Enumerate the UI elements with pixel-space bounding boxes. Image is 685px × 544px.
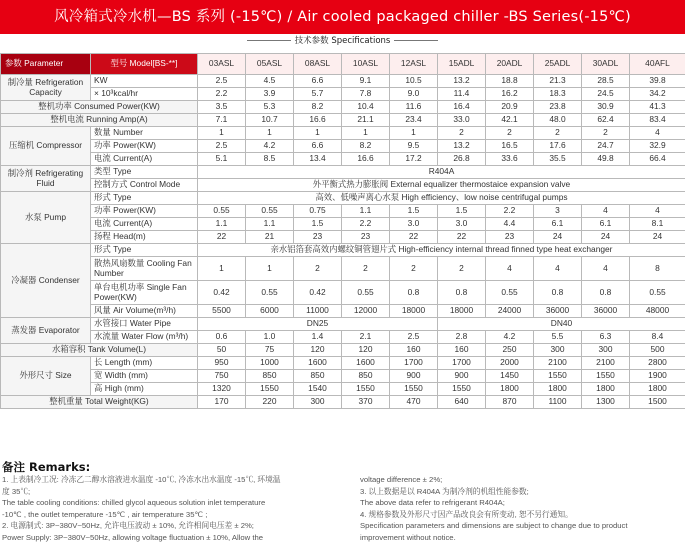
subtitle	[0, 34, 685, 49]
value-cell: 22	[438, 231, 486, 244]
value-cell: 0.75	[294, 205, 342, 218]
value-cell: 4	[582, 205, 630, 218]
value-cell: 83.4	[630, 114, 685, 127]
table-row	[1, 344, 685, 357]
value-cell: 23	[294, 231, 342, 244]
compressor-label: 压缩机 Compressor	[1, 127, 91, 166]
value-cell: 41.3	[630, 101, 685, 114]
table-row	[1, 114, 685, 127]
value-cell: 23	[486, 231, 534, 244]
water-flow-label: 水流量 Water Flow (m³/h)	[91, 331, 198, 344]
value-cell: 24000	[486, 305, 534, 318]
value-cell: 1700	[438, 357, 486, 370]
remark-line: improvement without notice.	[360, 532, 683, 544]
table-row	[1, 205, 685, 218]
value-cell: 900	[438, 370, 486, 383]
table-row	[1, 257, 685, 281]
value-cell: 24	[534, 231, 582, 244]
value-cell: 470	[390, 396, 438, 409]
value-cell: 11000	[294, 305, 342, 318]
value-cell: 1.5	[438, 205, 486, 218]
remark-line: The table cooling conditions: chilled glycol aqueous solution inlet temperature	[2, 497, 360, 509]
value-cell: 1900	[630, 370, 685, 383]
param-header: 参数 Parameter	[1, 54, 91, 75]
value-cell: 1	[246, 127, 294, 140]
value-cell: 5.5	[534, 331, 582, 344]
value-cell: 2	[534, 127, 582, 140]
remark-line: The above data refer to refrigerant R404A;	[360, 497, 683, 509]
table-row	[1, 244, 685, 257]
refrigerant-label: 制冷剂 Refrigerating Fluid	[1, 166, 91, 192]
value-cell: 6000	[246, 305, 294, 318]
value-cell: 18000	[390, 305, 438, 318]
evaporator-label: 蒸发器 Evaporator	[1, 318, 91, 344]
value-cell: 750	[198, 370, 246, 383]
remarks-left	[2, 474, 360, 544]
remark-line: 2. 电源制式: 3P~380V~50Hz, 允许电压波动 ± 10%, 允许相间电压差 ± 2%;	[2, 520, 360, 532]
value-cell: 250	[486, 344, 534, 357]
value-cell: 23.4	[390, 114, 438, 127]
value-cell: 160	[438, 344, 486, 357]
value-cell: 48.0	[534, 114, 582, 127]
value-cell: 18.3	[534, 88, 582, 101]
value-cell: 0.55	[486, 281, 534, 305]
value-cell: 870	[486, 396, 534, 409]
value-cell: 0.8	[390, 281, 438, 305]
value-cell: 1600	[294, 357, 342, 370]
value-cell: 7.1	[198, 114, 246, 127]
fan-power-label: 单台电机功率 Single Fan Power(KW)	[91, 281, 198, 305]
model-7: 25ADL	[534, 54, 582, 75]
value-cell: 160	[390, 344, 438, 357]
length-label: 长 Length (mm)	[91, 357, 198, 370]
value-cell: 50	[198, 344, 246, 357]
value-cell: 850	[246, 370, 294, 383]
table-row	[1, 231, 685, 244]
value-cell: 2.2	[342, 218, 390, 231]
value-cell: 21.1	[342, 114, 390, 127]
remark-line: 度 35℃;	[2, 486, 360, 498]
value-cell: 18000	[438, 305, 486, 318]
height-label: 高 High (mm)	[91, 383, 198, 396]
value-cell: 1	[390, 127, 438, 140]
value-cell: 4.2	[246, 140, 294, 153]
value-cell: 1.1	[198, 218, 246, 231]
value-cell: 1800	[582, 383, 630, 396]
subtitle-text: 技术参数 Specifications	[295, 36, 391, 46]
value-cell: 16.6	[342, 153, 390, 166]
value-cell: 75	[246, 344, 294, 357]
value-cell: 3	[534, 205, 582, 218]
value-cell: 24	[582, 231, 630, 244]
value-cell: 500	[630, 344, 685, 357]
pump-power-label: 功率 Power(KW)	[91, 205, 198, 218]
value-cell: 13.2	[438, 75, 486, 88]
size-label: 外形尺寸 Size	[1, 357, 91, 396]
pump-head-label: 扬程 Head(m)	[91, 231, 198, 244]
value-cell: 0.55	[246, 281, 294, 305]
consumed-power-label: 整机功率 Consumed Power(KW)	[1, 101, 198, 114]
table-row	[1, 88, 685, 101]
value-cell: 1550	[342, 383, 390, 396]
air-volume-label: 风量 Air Volume(m³/h)	[91, 305, 198, 318]
value-cell: 0.8	[438, 281, 486, 305]
value-cell: 2.1	[342, 331, 390, 344]
value-cell: 23	[342, 231, 390, 244]
value-cell: 8.4	[630, 331, 685, 344]
value-cell: 11.6	[390, 101, 438, 114]
table-row	[1, 127, 685, 140]
fan-number-label: 散热风扇数量 Cooling Fan Number	[91, 257, 198, 281]
value-cell: 1550	[582, 370, 630, 383]
value-cell: 170	[198, 396, 246, 409]
page-title: 风冷箱式冷水机—BS 系列 (-15℃) / Air cooled packaged chiller -BS Series(-15℃)	[0, 0, 685, 34]
value-cell: 0.55	[342, 281, 390, 305]
value-cell: 850	[294, 370, 342, 383]
value-cell: 4	[582, 257, 630, 281]
value-cell: 900	[390, 370, 438, 383]
value-cell: 2.5	[198, 75, 246, 88]
remarks-title: 备注 Remarks:	[2, 460, 683, 474]
value-cell: 21.3	[534, 75, 582, 88]
value-cell: 8.2	[342, 140, 390, 153]
value-cell: 39.8	[630, 75, 685, 88]
value-cell: 0.8	[582, 281, 630, 305]
value-cell: 220	[246, 396, 294, 409]
value-cell: 300	[294, 396, 342, 409]
model-header: 型号 Model[BS-**]	[91, 54, 198, 75]
value-cell: 20.9	[486, 101, 534, 114]
value-cell: 1	[198, 257, 246, 281]
control-mode-label: 控制方式 Control Mode	[91, 179, 198, 192]
value-cell: 1.5	[294, 218, 342, 231]
value-cell: 10.4	[342, 101, 390, 114]
condenser-type: 亲水铝箔套高效内螺纹铜管翅片式 High-efficiency internal thread finned type heat exchanger	[198, 244, 685, 257]
control-mode: 外平衡式热力膨胀阀 External equalizer thermostaice expansion valve	[198, 179, 685, 192]
value-cell: 9.0	[390, 88, 438, 101]
value-cell: 5.1	[198, 153, 246, 166]
value-cell: 62.4	[582, 114, 630, 127]
value-cell: 2100	[582, 357, 630, 370]
value-cell: 4	[630, 205, 685, 218]
value-cell: 950	[198, 357, 246, 370]
value-cell: 33.6	[486, 153, 534, 166]
table-header-row	[1, 54, 685, 75]
pump-current-label: 电流 Current(A)	[91, 218, 198, 231]
remarks-right	[360, 474, 683, 544]
value-cell: 2800	[630, 357, 685, 370]
unit-kw: KW	[91, 75, 198, 88]
value-cell: 300	[534, 344, 582, 357]
rule-right	[394, 40, 438, 41]
model-4: 12ASL	[390, 54, 438, 75]
value-cell: 2	[438, 257, 486, 281]
compressor-power-label: 功率 Power(KW)	[91, 140, 198, 153]
value-cell: 1550	[246, 383, 294, 396]
table-row	[1, 396, 685, 409]
value-cell: 24.7	[582, 140, 630, 153]
refrigerant-type: R404A	[198, 166, 685, 179]
value-cell: 11.4	[438, 88, 486, 101]
value-cell: 1	[294, 127, 342, 140]
value-cell: 1300	[582, 396, 630, 409]
model-6: 20ADL	[486, 54, 534, 75]
value-cell: 3.0	[390, 218, 438, 231]
value-cell: 6.6	[294, 75, 342, 88]
value-cell: 1.1	[342, 205, 390, 218]
value-cell: 4.5	[246, 75, 294, 88]
pump-label: 水泵 Pump	[1, 192, 91, 244]
remark-line: Specification parameters and dimensions are subject to change due to product	[360, 520, 683, 532]
table-row	[1, 166, 685, 179]
refrigerant-type-label: 类型 Type	[91, 166, 198, 179]
model-3: 10ASL	[342, 54, 390, 75]
value-cell: 2.5	[198, 140, 246, 153]
value-cell: 1	[342, 127, 390, 140]
value-cell: 1450	[486, 370, 534, 383]
value-cell: 2.5	[390, 331, 438, 344]
value-cell: 2000	[486, 357, 534, 370]
value-cell: 21	[246, 231, 294, 244]
value-cell: 4.4	[486, 218, 534, 231]
model-5: 15ADL	[438, 54, 486, 75]
table-row	[1, 281, 685, 305]
value-cell: 6.6	[294, 140, 342, 153]
value-cell: 28.5	[582, 75, 630, 88]
table-row	[1, 75, 685, 88]
remark-line: voltage difference ± 2%;	[360, 474, 683, 486]
cooling-capacity-label: 制冷量 Refrigeration Capacity	[1, 75, 91, 101]
value-cell: 10.5	[390, 75, 438, 88]
value-cell: 66.4	[630, 153, 685, 166]
value-cell: 2	[486, 127, 534, 140]
value-cell: 1.0	[246, 331, 294, 344]
value-cell: 35.5	[534, 153, 582, 166]
table-row	[1, 331, 685, 344]
value-cell: 0.42	[294, 281, 342, 305]
value-cell: 6.1	[582, 218, 630, 231]
value-cell: 36000	[534, 305, 582, 318]
value-cell: 1550	[390, 383, 438, 396]
value-cell: 1540	[294, 383, 342, 396]
value-cell: 33.0	[438, 114, 486, 127]
value-cell: 1550	[438, 383, 486, 396]
value-cell: 1	[246, 257, 294, 281]
value-cell: 36000	[582, 305, 630, 318]
value-cell: 120	[294, 344, 342, 357]
value-cell: 9.5	[390, 140, 438, 153]
table-row	[1, 101, 685, 114]
value-cell: 8.2	[294, 101, 342, 114]
value-cell: 6.3	[582, 331, 630, 344]
model-9: 40AFL	[630, 54, 685, 75]
total-weight-label: 整机重量 Total Weight(KG)	[1, 396, 198, 409]
value-cell: 2	[342, 257, 390, 281]
value-cell: 300	[582, 344, 630, 357]
value-cell: 1320	[198, 383, 246, 396]
value-cell: 1500	[630, 396, 685, 409]
table-row	[1, 153, 685, 166]
value-cell: 2.2	[486, 205, 534, 218]
value-cell: 120	[342, 344, 390, 357]
value-cell: 0.55	[630, 281, 685, 305]
value-cell: 42.1	[486, 114, 534, 127]
value-cell: 24.5	[582, 88, 630, 101]
table-row	[1, 140, 685, 153]
table-row	[1, 357, 685, 370]
value-cell: 0.55	[198, 205, 246, 218]
value-cell: 1600	[342, 357, 390, 370]
table-row	[1, 218, 685, 231]
value-cell: 49.8	[582, 153, 630, 166]
value-cell: 10.7	[246, 114, 294, 127]
value-cell: 1800	[630, 383, 685, 396]
value-cell: 370	[342, 396, 390, 409]
remark-line: -10℃ , the outlet temperature -15℃ , air temperature 35℃ ;	[2, 509, 360, 521]
tank-volume-label: 水箱容积 Tank Volume(L)	[1, 344, 198, 357]
value-cell: 3.9	[246, 88, 294, 101]
value-cell: 4	[486, 257, 534, 281]
value-cell: 0.42	[198, 281, 246, 305]
value-cell: 2	[294, 257, 342, 281]
pump-type-label: 形式 Type	[91, 192, 198, 205]
compressor-current-label: 电流 Current(A)	[91, 153, 198, 166]
value-cell: 0.8	[534, 281, 582, 305]
table-row	[1, 179, 685, 192]
value-cell: 13.4	[294, 153, 342, 166]
value-cell: 4	[630, 127, 685, 140]
value-cell: 0.55	[246, 205, 294, 218]
value-cell: 30.9	[582, 101, 630, 114]
table-row	[1, 305, 685, 318]
table-row	[1, 383, 685, 396]
value-cell: 850	[342, 370, 390, 383]
value-cell: 1100	[534, 396, 582, 409]
value-cell: 12000	[342, 305, 390, 318]
value-cell: 5.3	[246, 101, 294, 114]
value-cell: 32.9	[630, 140, 685, 153]
compressor-number-label: 数量 Number	[91, 127, 198, 140]
water-pipe-b: DN40	[438, 318, 685, 331]
value-cell: 7.8	[342, 88, 390, 101]
value-cell: 34.2	[630, 88, 685, 101]
value-cell: 2100	[534, 357, 582, 370]
value-cell: 17.6	[534, 140, 582, 153]
model-8: 30ADL	[582, 54, 630, 75]
value-cell: 17.2	[390, 153, 438, 166]
value-cell: 13.2	[438, 140, 486, 153]
value-cell: 1	[198, 127, 246, 140]
width-label: 宽 Width (mm)	[91, 370, 198, 383]
value-cell: 5500	[198, 305, 246, 318]
value-cell: 23.8	[534, 101, 582, 114]
remarks	[2, 460, 683, 544]
value-cell: 8.1	[630, 218, 685, 231]
value-cell: 1550	[534, 370, 582, 383]
spec-table	[0, 53, 685, 409]
value-cell: 640	[438, 396, 486, 409]
value-cell: 18.8	[486, 75, 534, 88]
value-cell: 16.6	[294, 114, 342, 127]
remark-line: Power Supply: 3P~380V~50Hz, allowing voltage fluctuation ± 10%, Allow the	[2, 532, 360, 544]
value-cell: 1.5	[390, 205, 438, 218]
value-cell: 4	[534, 257, 582, 281]
value-cell: 8	[630, 257, 685, 281]
running-amp-label: 整机电流 Running Amp(A)	[1, 114, 198, 127]
value-cell: 4.2	[486, 331, 534, 344]
value-cell: 6.1	[534, 218, 582, 231]
value-cell: 22	[390, 231, 438, 244]
value-cell: 16.2	[486, 88, 534, 101]
value-cell: 0.6	[198, 331, 246, 344]
value-cell: 2	[438, 127, 486, 140]
model-1: 05ASL	[246, 54, 294, 75]
value-cell: 24	[630, 231, 685, 244]
value-cell: 2.8	[438, 331, 486, 344]
condenser-type-label: 形式 Type	[91, 244, 198, 257]
value-cell: 8.5	[246, 153, 294, 166]
value-cell: 1800	[534, 383, 582, 396]
remark-line: 1. 上表制冷工况: 冷冻乙二醇水溶液进水温度 -10℃, 冷冻水出水温度 -15℃, 环境温	[2, 474, 360, 486]
value-cell: 48000	[630, 305, 685, 318]
value-cell: 2	[390, 257, 438, 281]
remark-line: 3. 以上数据是以 R404A 为制冷剂的机组性能参数;	[360, 486, 683, 498]
value-cell: 1.1	[246, 218, 294, 231]
value-cell: 1.4	[294, 331, 342, 344]
remark-line: 4. 规格参数及外形尺寸因产品改良会有所变动, 恕不另行通知。	[360, 509, 683, 521]
table-row	[1, 318, 685, 331]
pump-type: 高效、低噪声离心水泵 High efficiency、low noise centrifugal pumps	[198, 192, 685, 205]
value-cell: 2.2	[198, 88, 246, 101]
water-pipe-a: DN25	[198, 318, 438, 331]
value-cell: 9.1	[342, 75, 390, 88]
unit-kcal: × 10³kcal/hr	[91, 88, 198, 101]
value-cell: 16.5	[486, 140, 534, 153]
table-row	[1, 192, 685, 205]
value-cell: 1800	[486, 383, 534, 396]
value-cell: 3.0	[438, 218, 486, 231]
condenser-label: 冷凝器 Condenser	[1, 244, 91, 318]
model-2: 08ASL	[294, 54, 342, 75]
value-cell: 1700	[390, 357, 438, 370]
table-row	[1, 370, 685, 383]
value-cell: 3.5	[198, 101, 246, 114]
rule-left	[247, 40, 291, 41]
value-cell: 2	[582, 127, 630, 140]
model-0: 03ASL	[198, 54, 246, 75]
value-cell: 16.4	[438, 101, 486, 114]
value-cell: 26.8	[438, 153, 486, 166]
value-cell: 5.7	[294, 88, 342, 101]
water-pipe-label: 水管接口 Water Pipe	[91, 318, 198, 331]
value-cell: 22	[198, 231, 246, 244]
value-cell: 1000	[246, 357, 294, 370]
